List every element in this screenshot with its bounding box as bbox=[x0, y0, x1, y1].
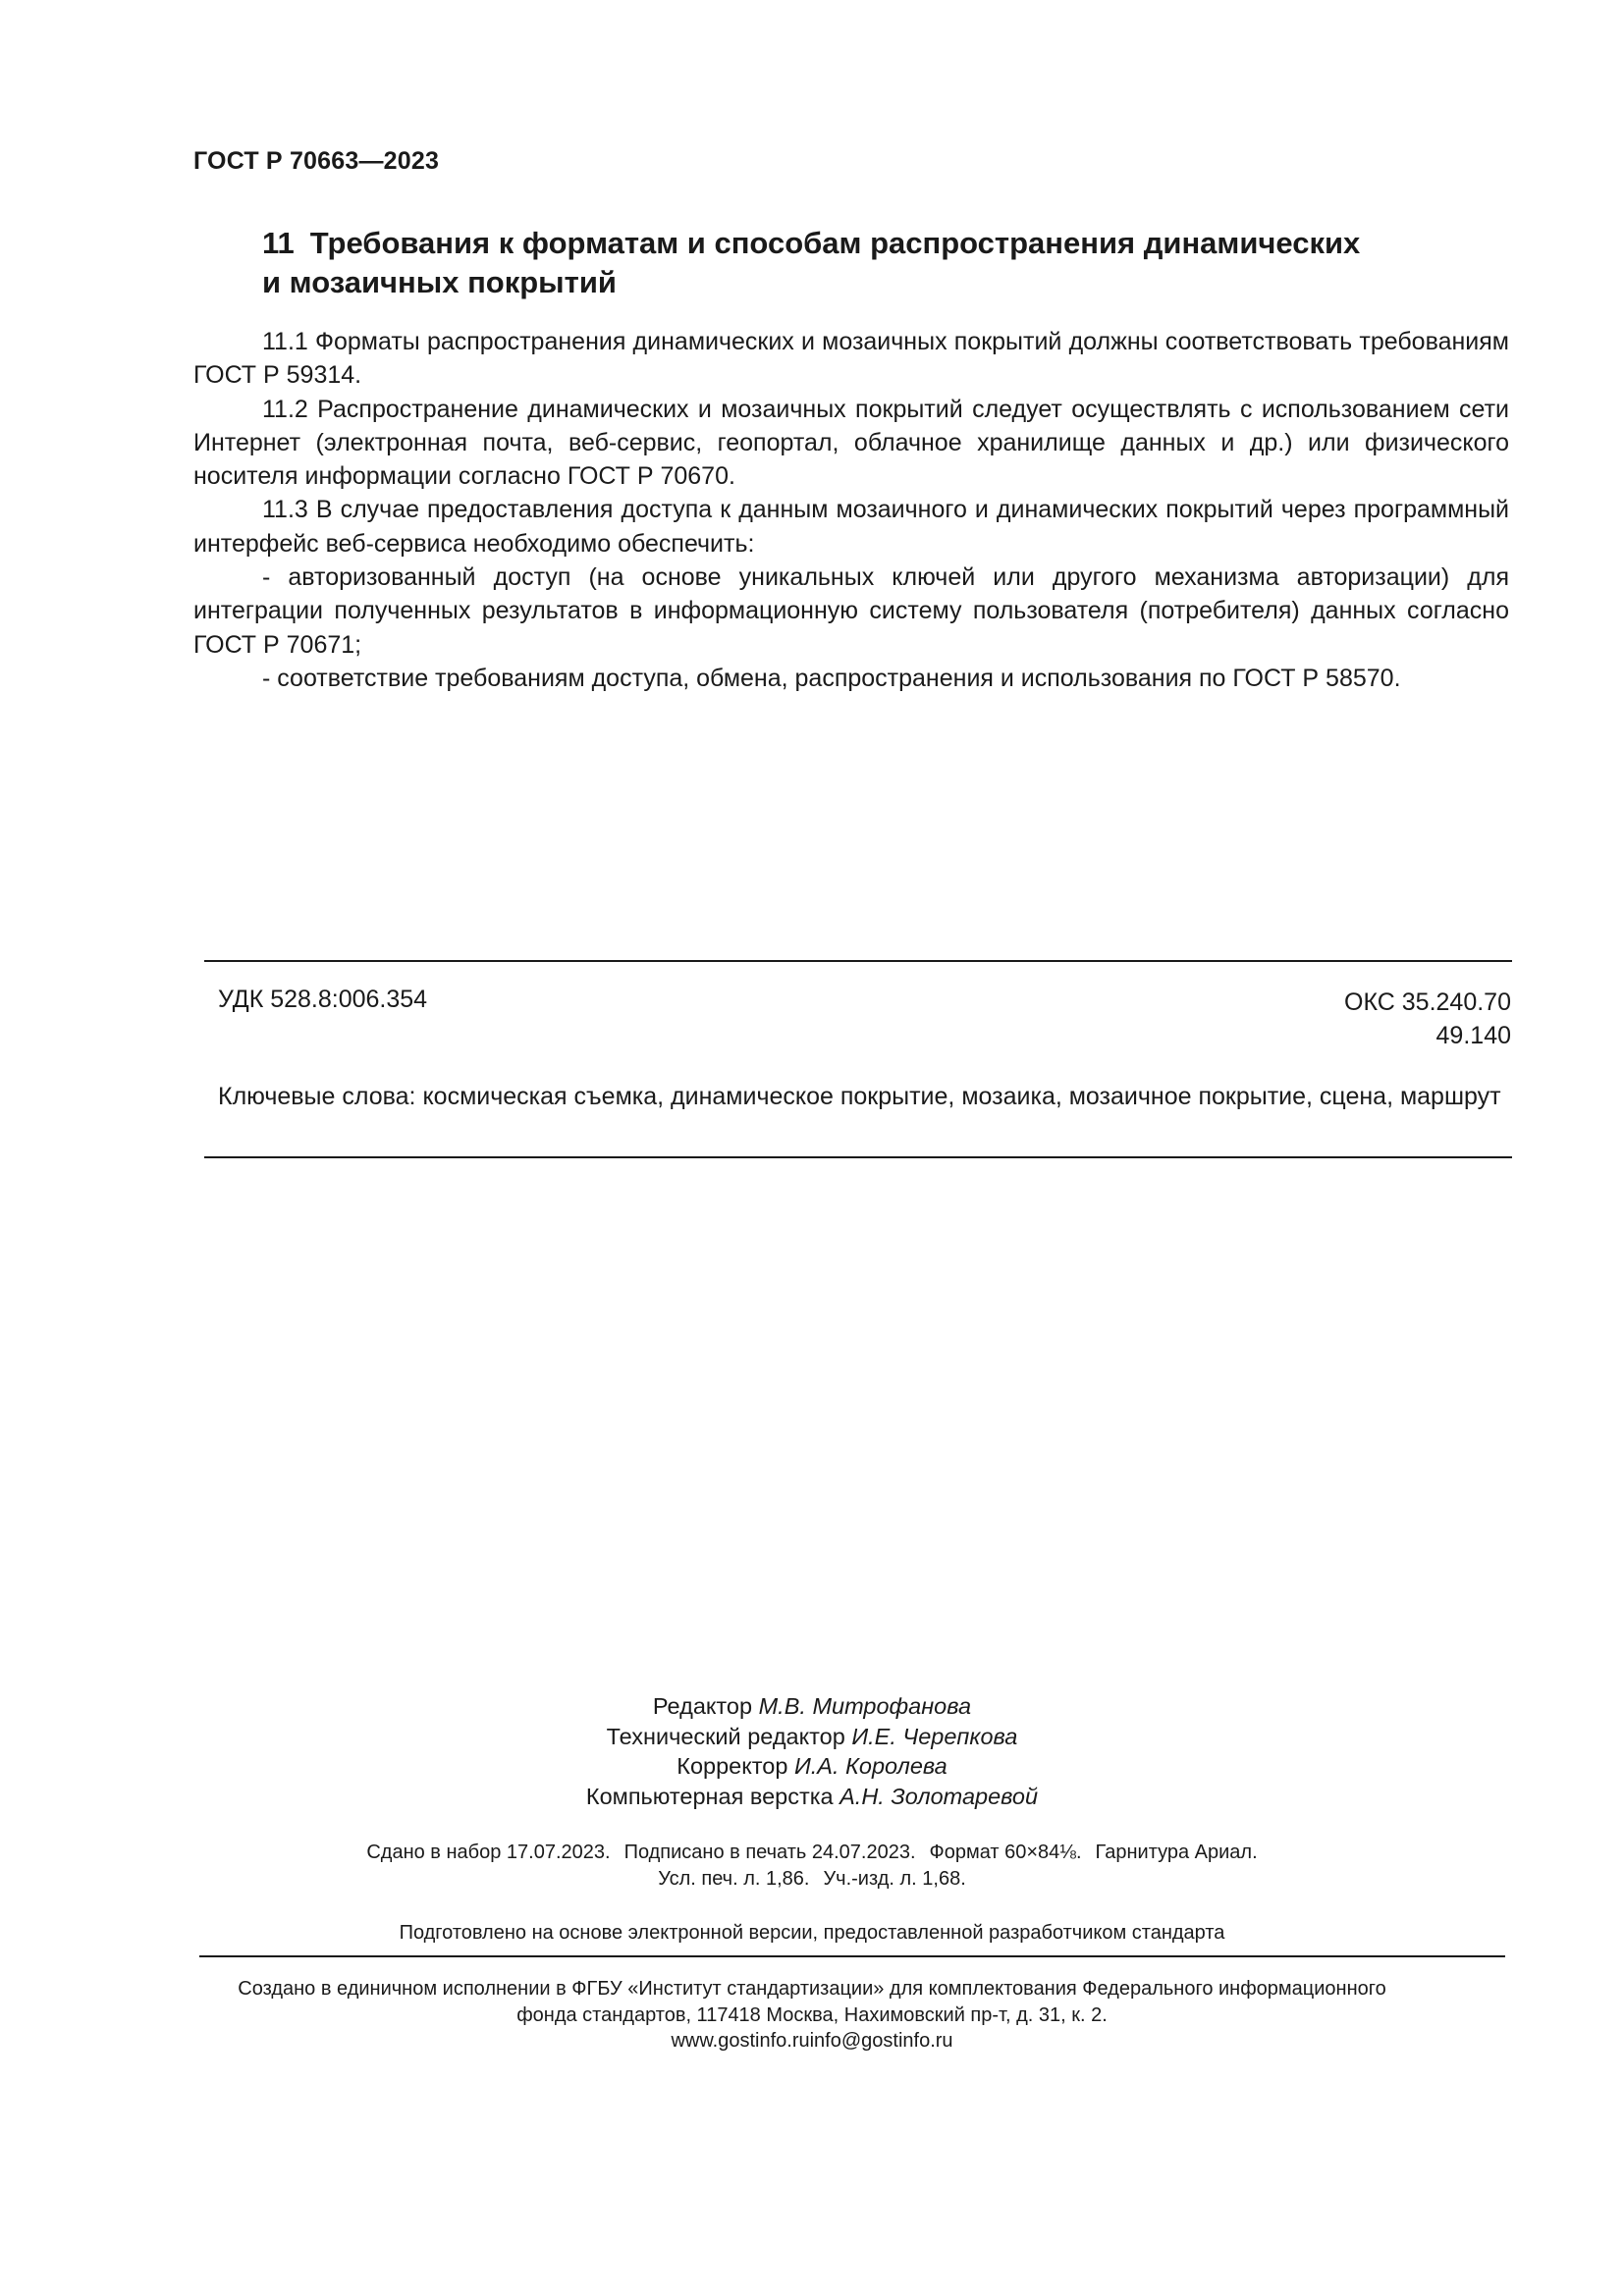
imprint-line-2: фонда стандартов, 117418 Москва, Нахимовский пр-т, д. 31, к. 2. bbox=[516, 2003, 1108, 2026]
credit-editor bbox=[0, 1691, 1624, 1722]
credit-layout bbox=[0, 1782, 1624, 1812]
credit-person: И.Е. Черепкова bbox=[851, 1723, 1018, 1749]
website-link[interactable]: www.gostinfo.ru bbox=[671, 2030, 810, 2052]
section-number: 11 bbox=[262, 226, 295, 260]
email-link[interactable]: info@gostinfo.ru bbox=[809, 2030, 953, 2052]
credit-role: Компьютерная верстка bbox=[585, 1783, 840, 1809]
oks-code-2: 49.140 bbox=[1435, 1022, 1511, 1049]
oks-code-1: ОКС 35.240.70 bbox=[1344, 988, 1511, 1016]
paragraph-11-3: 11.3 В случае предоставления доступа к данным мозаичного и динамических покрытий через программный интерфейс веб-сервиса необходимо обеспечить: bbox=[193, 496, 1509, 558]
imprint-line-1: Создано в единичном исполнении в ФГБУ «Институт стандартизации» для комплектования Федерального информационного bbox=[238, 1978, 1386, 2000]
section-title-line-2: и мозаичных покрытий bbox=[262, 265, 617, 299]
credit-role: Редактор bbox=[652, 1693, 759, 1719]
paper-format: Формат 60×84⅛. bbox=[929, 1842, 1082, 1863]
publication-info bbox=[0, 1840, 1624, 1893]
list-item-requirements-compliance: - соответствие требованиям доступа, обмена, распространения и использования по ГОСТ Р 58570. bbox=[262, 664, 1401, 692]
publication-info-line-1 bbox=[0, 1840, 1624, 1866]
typeset-date: Сдано в набор 17.07.2023. bbox=[366, 1842, 611, 1863]
imprint-contacts bbox=[0, 2028, 1624, 2055]
standard-designation: ГОСТ Р 70663—2023 bbox=[193, 147, 440, 175]
keywords-text: космическая съемка, динамическое покрытие, мозаика, мозаичное покрытие, сцена, маршрут bbox=[415, 1083, 1501, 1110]
oks-codes bbox=[1344, 986, 1511, 1052]
print-sheets: Усл. печ. л. 1,86. bbox=[658, 1868, 810, 1890]
section-title bbox=[262, 224, 1539, 302]
publication-info-line-2 bbox=[0, 1866, 1624, 1893]
prepared-note: Подготовлено на основе электронной версии, предоставленной разработчиком стандарта bbox=[399, 1922, 1225, 1944]
credit-person: М.В. Митрофанова bbox=[758, 1693, 972, 1719]
section-title-text-1: Требования к форматам и способам распространения динамических bbox=[309, 226, 1361, 260]
udk-code: УДК 528.8:006.354 bbox=[218, 986, 428, 1013]
keywords bbox=[218, 1080, 1512, 1114]
credit-person: А.Н. Золотаревой bbox=[839, 1783, 1039, 1809]
paragraph-11-2: 11.2 Распространение динамических и мозаичных покрытий следует осуществлять с использованием сети Интернет (электронная почта, веб-сервис, геопортал, облачное хранилище данных и др.) или физического носителя информации согласно ГОСТ Р 70670. bbox=[193, 395, 1509, 491]
keywords-label: Ключевые слова: bbox=[218, 1083, 416, 1110]
credit-role: Корректор bbox=[677, 1753, 794, 1779]
paragraph-11-1: 11.1 Форматы распространения динамических и мозаичных покрытий должны соответствовать требованиям ГОСТ Р 59314. bbox=[193, 328, 1509, 390]
typeface: Гарнитура Ариал. bbox=[1095, 1842, 1258, 1863]
credit-tech-editor bbox=[0, 1722, 1624, 1752]
credit-person: И.А. Королева bbox=[793, 1753, 947, 1779]
imprint bbox=[0, 1976, 1624, 2055]
section-title-line-1 bbox=[262, 224, 1539, 263]
imprint-divider bbox=[199, 1955, 1505, 1957]
signed-date: Подписано в печать 24.07.2023. bbox=[623, 1842, 916, 1863]
credits-block bbox=[0, 1691, 1624, 1811]
bottom-divider bbox=[204, 1156, 1512, 1158]
list-item-authorized-access: - авторизованный доступ (на основе уникальных ключей или другого механизма авторизации) для интеграции полученных результатов в информационную систему пользователя (потребителя) данных согласно ГОСТ Р 70671; bbox=[193, 563, 1509, 659]
credit-proofreader bbox=[0, 1751, 1624, 1782]
publisher-sheets: Уч.-изд. л. 1,68. bbox=[823, 1868, 966, 1890]
top-divider bbox=[204, 960, 1512, 962]
credit-role: Технический редактор bbox=[606, 1723, 852, 1749]
section-body bbox=[193, 325, 1509, 695]
